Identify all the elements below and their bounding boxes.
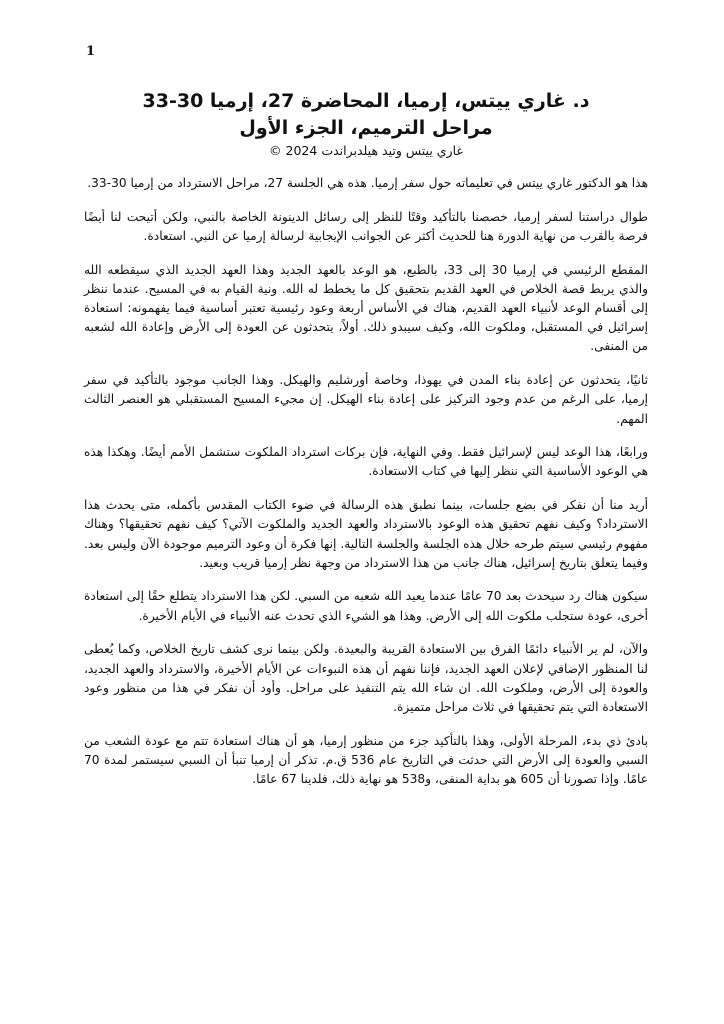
copyright-line: غاري ييتس وتيد هيلدبراندت 2024 ©	[269, 143, 463, 158]
page-number: 1	[86, 44, 96, 59]
document-title-line-1: د. غاري ييتس، إرميا، المحاضرة 27، إرميا 30-33	[142, 90, 590, 112]
paragraph-5: ورابعًا، هذا الوعد ليس لإسرائيل فقط. وفي النهاية، فإن بركات استرداد الملكوت ستشمل الأمم أيضًا. وهكذا هذه هي الوعود الأساسية التي ننظر إليها في كتاب الاستعادة.	[84, 445, 648, 479]
paragraph-8: والآن، لم ير الأنبياء دائمًا الفرق بين الاستعادة القريبة والبعيدة. ولكن بينما نرى كشف تاريخ الخلاص، وكما يُعطى لنا المنظور الإضافي لإعلان العهد الجديد، فإننا نفهم أن هذه النبوءات عن الأيام الأخيرة، والاسترداد والعهد الجديد، والعودة إلى الأرض، وملكوت الله. ان شاء الله يتم التنفيذ على مراحل. وأود أن نفكر في هذا من منظور وعود الاستعادة التي يتم تحقيقها في ثلاث مراحل متميزة.	[84, 642, 648, 714]
paragraph-6: أريد منا أن نفكر في بضع جلسات، بينما نطبق هذه الرسالة في ضوء الكتاب المقدس بأكمله، متى يحدث هذا الاسترداد؟ وكيف نفهم تحقيق هذه الوعود بالاسترداد والعهد الجديد والملكوت الآتي؟ كيف نفهم تحقيقها؟ وهناك مفهوم رئيسي سيتم طرحه خلال هذه الجلسة والجلسة التالية. إنها فكرة أن وعود الترميم موجودة الآن وليس بعد. وفيما يتعلق بتاريخ إسرائيل، هناك جانب من هذا الاسترداد من وجهة نظر إرميا قريب وبعيد.	[84, 498, 648, 570]
paragraph-4: ثانيًا، يتحدثون عن إعادة بناء المدن في يهوذا، وخاصة أورشليم والهيكل. وهذا الجانب موجود بالتأكيد في سفر إرميا، على الرغم من عدم وجود التركيز على إعادة بناء الهيكل. إن مجيء المسيح المستقبلي هو العنصر الثالث المهم.	[84, 373, 648, 426]
paragraph-3: المقطع الرئيسي في إرميا 30 إلى 33، بالطبع، هو الوعد بالعهد الجديد وهذا العهد الجديد الذي سيقطعه الله والذي يربط قصة الخلاص في العهد القديم بتحقيق كل ما يخطط له الله. ونية القيام به في المسيح. عندما ننظر إلى أقسام الوعد لأنبياء العهد القديم، هناك في الأساس أربعة وعود رئيسية تعتبر أساسية فيما يفهمونه: استعادة إسرائيل في المستقبل، وملكوت الله، وكيف سيبدو ذلك. أولاً، يتحدثون عن العودة إلى الأرض وإعادة الله لشعبه من المنفى.	[84, 262, 649, 354]
paragraph-9: بادئ ذي بدء، المرحلة الأولى، وهذا بالتأكيد جزء من منظور إرميا، هو أن هناك استعادة تتم مع عودة الشعب من السبي والعودة إلى الأرض التي حدثت في التاريخ عام 536 ق.م. تذكر أن إرميا تنبأ أن السبي سيستمر لمدة 70 عامًا. وإذا تصورنا أن 605 هو بداية المنفى، و538 هو نهاية ذلك، فلدينا 67 عامًا.	[84, 733, 648, 787]
paragraph-2: طوال دراستنا لسفر إرميا، خصصنا بالتأكيد وقتًا للنظر إلى رسائل الدينونة الخاصة بالنبي، ولكن أتيحت لنا أيضًا فرصة بالقرب من نهاية الدورة هنا للحديث أكثر عن الجوانب الإيجابية لرسالة إرميا عن النبي. استعادة.	[84, 209, 648, 243]
document-page	[84, 88, 648, 804]
paragraph-1: هذا هو الدكتور غاري ييتس في تعليماته حول سفر إرميا. هذه هي الجلسة 27، مراحل الاسترداد من إرميا 30-33.	[87, 176, 648, 190]
paragraph-7: سيكون هناك رد سيحدث بعد 70 عامًا عندما يعيد الله شعبه من السبي. لكن هذا الاسترداد يتطلع حقًا إلى استعادة أخرى، عودة ستجلب ملكوت الله إلى الأرض. وهذا هو الشيء الذي تحدث عنه الأنبياء في الأيام الأخيرة.	[84, 589, 649, 623]
document-title-line-2: مراحل الترميم، الجزء الأول	[239, 117, 493, 139]
